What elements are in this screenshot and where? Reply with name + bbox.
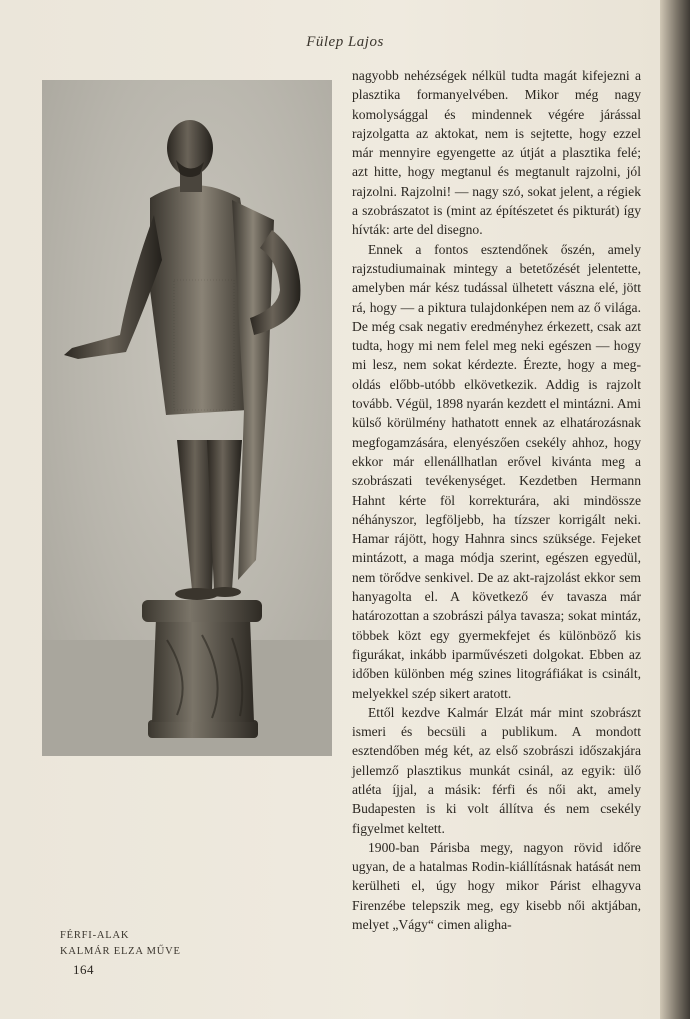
caption-title: FÉRFI-ALAK (60, 930, 130, 941)
body-text (352, 66, 641, 934)
statue-photo-icon (42, 80, 332, 756)
page-number: 164 (73, 962, 94, 977)
paragraph-2: Ennek a fontos esztendőnek őszén, amely rajzstudiumainak mintegy a betetőzését jelentette, amelyben már kész tudással ülhetett vászna elé, jött rá, hogy — a piktura tulajdonképen nem az ő világa. De még csak negativ eredményhez érkezett, csak azt tudta, hogy mi nem felel meg neki egészen — hogy mi lesz, nem sokat kérdezte. Érezte, hogy a megoldás előbb-utóbb elkövetkezik. Addig is rajzolt tovább. Végül, 1898 nyarán kezdett el mintázni. Ami külső körülmény hathatott ennek az elhatározásnak megfogamzására, elenyészően csekély ahhoz, hogy ekkor már ellenállhatlan erővel kivánta meg a szobrászati tevékenységet. Kezdetben Hermann Hahnt kérte föl korrekturára, aki mindössze néhányszor, legföljebb, ha tízszer korrigált neki. Hamar rájött, hogy Hahnra sincs szüksége. Fejeket mintázott, a maga módja szerint, egészen egyedül, nem törődve senkivel. De az akt-rajzolást ekkor sem hanyagolta el. A következő év tavasza már határozottan a szobrászi pálya tavasza; sokat mintáz, többek közt egy gyermekfejet és különböző kis figurákat, inkább iparművészeti dolgokat. Ebben az időben különben még szines litográfiákat is csinált, melyekkel szép sikert aratott. (352, 241, 641, 701)
caption-artist: KALMÁR ELZA MŰVE (60, 946, 181, 957)
page-gutter-shadow (660, 0, 690, 1019)
statue-figure (42, 80, 332, 756)
paragraph-3: Ettől kezdve Kalmár Elzát már mint szobrászt ismeri és becsüli a publikum. A mondott esztendőben még két, az első szobrászi időszakjára jellemző plasztikus munkát csinál, az egyik: ülő atléta íjjal, a másik: férfi és női akt, amely Budapesten is ki volt állítva és nem csekély figyelmet keltett. (352, 704, 641, 836)
paragraph-4: 1900-ban Párisba megy, nagyon rövid időre ugyan, de a hatalmas Rodin-kiállításnak hatását nem kerülheti el, úgy hogy mikor Párist elhagyva Firenzébe telepszik meg, egy kisebb női aktjában, melyet „Vágy“ cimen aligha- (352, 839, 641, 933)
figure-caption (60, 928, 181, 960)
running-head: Fülep Lajos (306, 34, 384, 50)
paragraph-1: nagyobb nehézségek nélkül tudta magát kifejezni a plasztika formanyelvében. Mikor még nagy komolysággal és mindennek végére járással rajzolgatta az aktokat, nem is sejtette, hogy ezzel már mennyire egyengette az útját a plasztika felé; azt hitte, hogy megtanul és megtanult rajzolni, jól rajzolni. Rajzolni! — nagy szó, sokat jelent, a régiek a szobrászatot is (mint az építészetet és pikturát) így hívták: arte del disegno. (352, 68, 641, 238)
